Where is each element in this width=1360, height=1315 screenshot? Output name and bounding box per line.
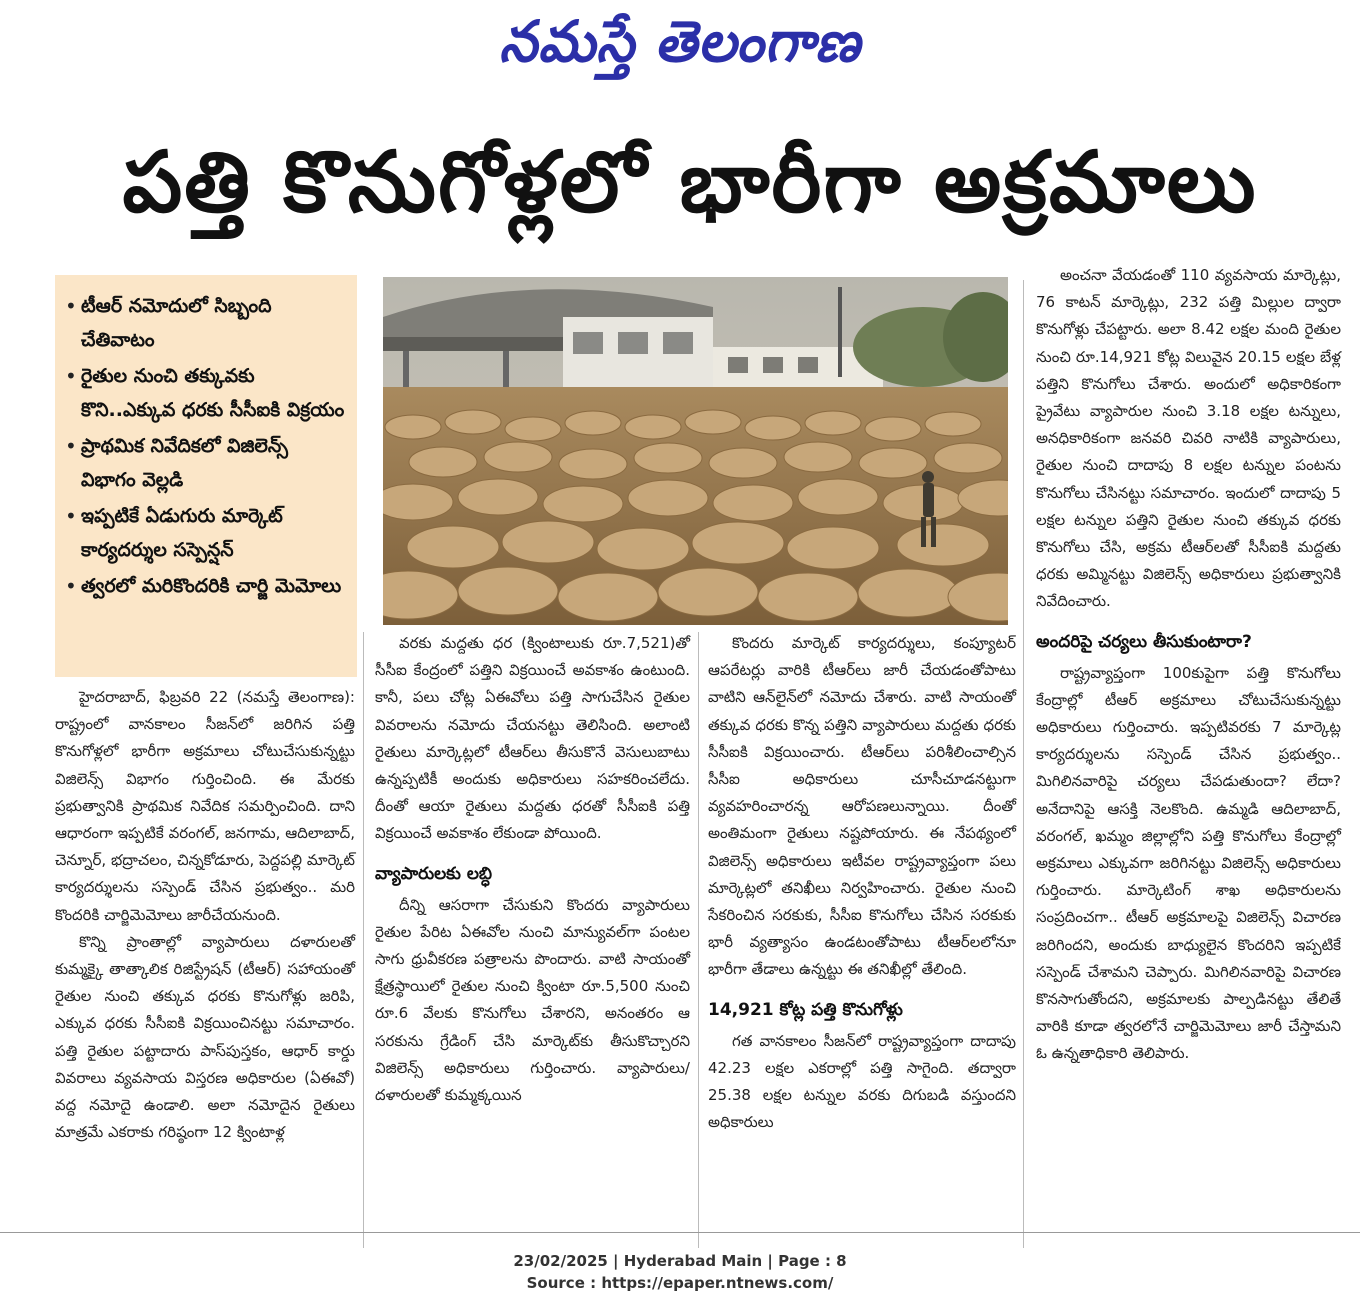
highlights-box xyxy=(55,275,357,677)
paragraph: అంచనా వేయడంతో 110 వ్యవసాయ మార్కెట్లు, 76 కాటన్ మార్కెట్లు, 232 పత్తి మిల్లుల ద్వారా కొనుగోళ్లు చేపట్టారు. అలా 8.42 లక్షల మంది రైతుల నుంచి రూ.14,921 కోట్ల విలువైన 20.15 లక్షల బేళ్ల పత్తిని కొనుగోలు చేశారు. అందులో అధికారికంగా ప్రైవేటు వ్యాపారుల నుంచి 3.18 లక్షల టన్నులు, అనధికారికంగా జనవరి చివరి నాటికి వ్యాపారులు, రైతుల నుంచి దాదాపు 8 లక్షల టన్నుల పంటను కొనుగోలు చేసినట్టు సమాచారం. ఇందులో దాదాపు 5 లక్షల టన్నుల పత్తిని రైతుల నుంచి తక్కువ ధరకు కొనుగోలు చేసి, అక్రమ టీఆర్‌లతో సీసీఐకి మద్దతు ధరకు అమ్మినట్టు విజిలెన్స్ అధికారులు ప్రభుత్వానికి నివేదించారు. xyxy=(1036,266,1341,611)
column-rule xyxy=(363,632,364,1248)
article-column-1 xyxy=(55,684,355,1146)
paragraph: కొన్ని ప్రాంతాల్లో వ్యాపారులు దళారులతో కుమ్మక్కై తాత్కాలిక రిజిస్ట్రేషన్ (టీఆర్) సహాయంతో రైతుల నుంచి తక్కువ ధరకు కొనుగోళ్లు జరిపి, ఎక్కువ ధరకు సీసీఐకి విక్రయించినట్టు సమాచారం. పత్తి రైతుల పట్టాదారు పాస్‌పుస్తకం, ఆధార్ కార్డు వివరాలు వ్యవసాయ విస్తరణ అధికారుల (ఏఈవో) వద్ద నమోదై ఉండాలి. అలా నమోదైన రైతులు మాత్రమే ఎకరాకు గరిష్ఠంగా 12 క్వింటాళ్ల xyxy=(55,932,355,1142)
column-rule xyxy=(698,632,699,1248)
bullet-icon: • xyxy=(65,434,77,458)
article-column-3 xyxy=(708,630,1016,1136)
highlight-item: • త్వరలో మరికొందరికి చార్జి మెమోలు xyxy=(65,569,349,603)
masthead-logo: నమస్తే తెలంగాణ xyxy=(499,7,861,75)
subheading: అందరిపై చర్యలు తీసుకుంటారా? xyxy=(1036,631,1252,652)
paragraph: రాష్ట్రవ్యాప్తంగా 100కుపైగా పత్తి కొనుగోలు కేంద్రాల్లో టీఆర్ అక్రమాలు చోటుచేసుకున్నట్టు అధికారులు గుర్తించారు. ఇప్పటివరకు 7 మార్కెట్ల కార్యదర్శులను సస్పెండ్ చేసిన ప్రభుత్వం.. మిగిలినవారిపై చర్యలు చేపడుతుందా? లేదా? అనేదానిపై ఆసక్తి నెలకొంది. ఉమ్మడి ఆదిలాబాద్, వరంగల్, ఖమ్మం జిల్లాల్లోని పత్తి కొనుగోలు కేంద్రాల్లో అక్రమాలు ఎక్కువగా జరిగినట్టు విజిలెన్స్ అధికారులు గుర్తించారు. మార్కెటింగ్ శాఖ అధికారులను సంప్రదించగా.. టీఆర్ అక్రమాలపై విజిలెన్స్ విచారణ జరిగిందని, అందుకు బాధ్యులైన కొందరిని ఇప్పటికే సస్పెండ్ చేశామని చెప్పారు. మిగిలినవారిపై విచారణ కొనసాగుతోందని, అక్రమాలకు పాల్పడినట్టు తేలితే వారికి కూడా త్వరలోనే చార్జిమెమోలు జారీ చేస్తామని ఓ ఉన్నతాధికారి తెలిపారు. xyxy=(1036,663,1341,1063)
subheading: వ్యాపారులకు లబ్ధి xyxy=(375,863,492,884)
bullet-icon: • xyxy=(65,364,77,388)
paragraph: దీన్ని ఆసరాగా చేసుకుని కొందరు వ్యాపారులు రైతుల పేరిట ఏఈవోల నుంచి మాన్యువల్‌గా పంటల సాగు ధ్రువీకరణ పత్రాలను పొందారు. వాటి సాయంతో క్షేత్రస్థాయిలో రైతుల నుంచి క్వింటా రూ.5,500 నుంచి రూ.6 వేలకు కొనుగోలు చేశారని, అనంతరం ఆ సరకును గ్రేడింగ్ చేసి మార్కెట్‌కు తీసుకొచ్చారని విజిలెన్స్ అధికారులు గుర్తించారు. వ్యాపారులు/దళారులతో కుమ్మక్కయిన xyxy=(375,895,690,1105)
highlight-item: • టీఆర్ నమోదులో సిబ్బంది చేతివాటం xyxy=(65,289,349,357)
article-column-4 xyxy=(1036,262,1341,1068)
headline xyxy=(40,122,1340,242)
bullet-icon: • xyxy=(65,504,77,528)
page-footer xyxy=(0,1250,1360,1294)
footer-source-link[interactable]: Source : https://epaper.ntnews.com/ xyxy=(526,1274,834,1292)
article-column-2 xyxy=(375,630,690,1109)
paragraph: వరకు మద్దతు ధర (క్వింటాలుకు రూ.7,521)తో సీసీఐ కేంద్రంలో పత్తిని విక్రయించే అవకాశం ఉంటుంది. కానీ, పలు చోట్ల ఏఈవోలు పత్తి సాగుచేసిన రైతుల వివరాలను నమోదు చేయనట్టు తెలిసింది. అలాంటి రైతులు మార్కెట్లలో టీఆర్‌లు తీసుకొనే వెసులుబాటు ఉన్నప్పటికీ అందుకు అధికారులు సహకరించలేదు. దీంతో ఆయా రైతులు మద్దతు ధరతో సీసీఐకి పత్తి విక్రయించే అవకాశం లేకుండా పోయింది. xyxy=(375,634,690,843)
highlight-item: • రైతుల నుంచి తక్కువకు కొని..ఎక్కువ ధరకు సీసీఐకి విక్రయం xyxy=(65,359,349,427)
masthead xyxy=(0,6,1360,76)
headline-text: పత్తి కొనుగోళ్లలో భారీగా అక్రమాలు xyxy=(122,133,1258,231)
column-rule xyxy=(1023,280,1024,1248)
cotton-market-photo xyxy=(383,277,1008,625)
highlight-item: • ఇప్పటికే ఏడుగురు మార్కెట్ కార్యదర్శుల సస్పెన్షన్ xyxy=(65,499,349,567)
bullet-icon: • xyxy=(65,294,77,318)
paragraph: కొందరు మార్కెట్ కార్యదర్శులు, కంప్యూటర్ ఆపరేటర్లు వారికి టీఆర్‌లు జారీ చేయడంతోపాటు వాటిని ఆన్‌లైన్‌లో నమోదు చేశారు. వాటి సాయంతో తక్కువ ధరకు కొన్న పత్తిని వ్యాపారులు మద్దతు ధరకు సీసీఐకి విక్రయించారు. టీఆర్‌లు పరిశీలించాల్సిన సీసీఐ అధికారులు చూసీచూడనట్టుగా వ్యవహరించారన్న ఆరోపణలున్నాయి. దీంతో అంతిమంగా రైతులు నష్టపోయారు. ఈ నేపథ్యంలో విజిలెన్స్ అధికారులు ఇటీవల రాష్ట్రవ్యాప్తంగా పలు మార్కెట్లలో తనిఖీలు నిర్వహించారు. రైతుల నుంచి సేకరించిన సరకుకు, సీసీఐ కొనుగోలు చేసిన సరకుకు భారీ వ్యత్యాసం ఉండటంతోపాటు టీఆర్‌లలోనూ భారీగా తేడాలు ఉన్నట్టు ఈ తనిఖీల్లో తేలింది. xyxy=(708,634,1016,979)
highlight-item: • ప్రాథమిక నివేదికలో విజిలెన్స్ విభాగం వెల్లడి xyxy=(65,429,349,497)
paragraph: హైదరాబాద్, ఫిబ్రవరి 22 (నమస్తే తెలంగాణ): రాష్ట్రంలో వానకాలం సీజన్‌లో జరిగిన పత్తి కొనుగోళ్లలో భారీగా అక్రమాలు చోటుచేసుకున్నట్టు విజిలెన్స్ విభాగం గుర్తించింది. ఈ మేరకు ప్రభుత్వానికి ప్రాథమిక నివేదిక సమర్పించింది. దాని ఆధారంగా ఇప్పటికే వరంగల్, జనగామ, ఆదిలాబాద్, చెన్నూర్, భద్రాచలం, చిన్నకోడూరు, పెద్దపల్లి మార్కెట్ కార్యదర్శులను సస్పెండ్ చేసిన ప్రభుత్వం.. మరి కొందరికి చార్జిమెమోలు జారీచేయనుంది. xyxy=(55,688,355,924)
subheading: 14,921 కోట్ల పత్తి కొనుగోళ్లు xyxy=(708,999,903,1020)
bullet-icon: • xyxy=(65,574,77,598)
footer-rule xyxy=(0,1232,1360,1233)
paragraph: గత వానకాలం సీజన్‌లో రాష్ట్రవ్యాప్తంగా దాదాపు 42.23 లక్షల ఎకరాల్లో పత్తి సాగైంది. తద్వారా 25.38 లక్షల టన్నుల వరకు దిగుబడి వస్తుందని అధికారులు xyxy=(708,1031,1016,1132)
footer-date-edition: 23/02/2025 | Hyderabad Main | Page : 8 xyxy=(513,1252,847,1270)
photo-illustration xyxy=(383,277,1008,625)
